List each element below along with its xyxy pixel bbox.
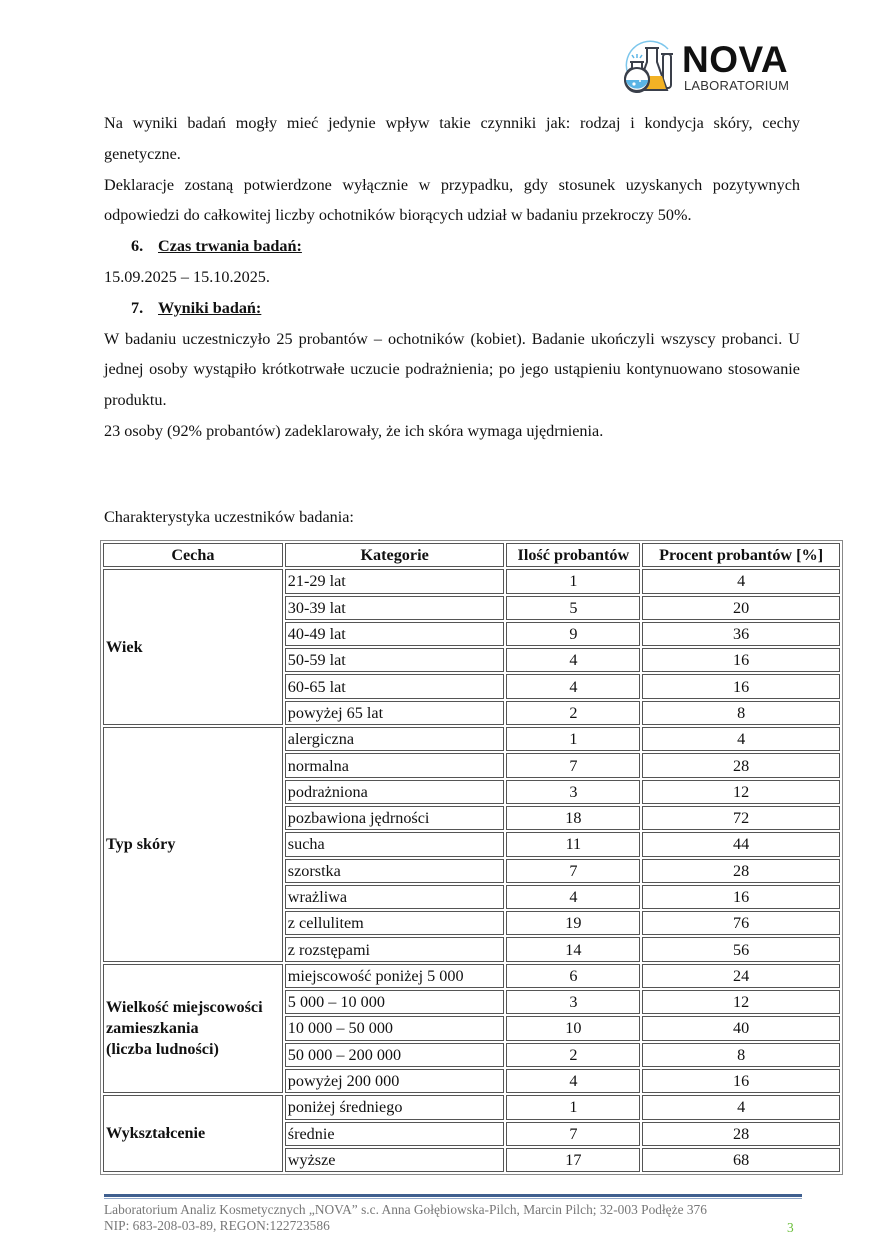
category-cell: 40-49 lat — [285, 622, 505, 646]
category-cell: sucha — [285, 832, 505, 856]
nova-logo — [622, 40, 798, 98]
percent-cell: 8 — [642, 701, 840, 725]
footer — [104, 1202, 802, 1234]
percent-cell: 28 — [642, 859, 840, 883]
table-row — [103, 569, 840, 593]
count-cell: 17 — [506, 1148, 640, 1172]
footer-registration: NIP: 683-208-03-89, REGON:122723586 — [104, 1218, 330, 1233]
count-cell: 6 — [506, 964, 640, 988]
count-cell: 2 — [506, 701, 640, 725]
paragraph-declarations: Deklaracje zostaną potwierdzone wyłącznie w przypadku, gdy stosunek uzyskanych pozytywnych odpowiedzi do całkowitej liczby ochotników biorących udział w badaniu przekroczy 50%. — [104, 175, 800, 225]
category-cell: poniżej średniego — [285, 1095, 505, 1119]
laboratory-flasks-icon — [622, 40, 680, 98]
count-cell: 1 — [506, 1095, 640, 1119]
feature-cell: Typ skóry — [103, 727, 283, 962]
percent-cell: 44 — [642, 832, 840, 856]
percent-cell: 40 — [642, 1016, 840, 1040]
column-header: Ilość probantów — [506, 543, 640, 567]
category-cell: 21-29 lat — [285, 569, 505, 593]
count-cell: 2 — [506, 1043, 640, 1067]
percent-cell: 16 — [642, 648, 840, 672]
category-cell: wrażliwa — [285, 885, 505, 909]
count-cell: 9 — [506, 622, 640, 646]
percent-cell: 4 — [642, 727, 840, 751]
count-cell: 3 — [506, 780, 640, 804]
percent-cell: 72 — [642, 806, 840, 830]
count-cell: 10 — [506, 1016, 640, 1040]
percent-cell: 4 — [642, 1095, 840, 1119]
feature-cell: Wielkość miejscowości zamieszkania (liczba ludności) — [103, 964, 283, 1093]
category-cell: 10 000 – 50 000 — [285, 1016, 505, 1040]
category-cell: z cellulitem — [285, 911, 505, 935]
paragraph-participants: W badaniu uczestniczyło 25 probantów – ochotników (kobiet). Badanie ukończyli wszyscy probanci. U jednej osoby wystąpiło krótkotrwałe uczucie podrażnienia; po jego ustąpieniu kontynuowano stosowanie produktu. — [104, 329, 800, 410]
percent-cell: 16 — [642, 885, 840, 909]
count-cell: 19 — [506, 911, 640, 935]
table-body — [103, 569, 840, 1172]
column-header: Kategorie — [285, 543, 505, 567]
count-cell: 14 — [506, 937, 640, 961]
feature-cell: Wykształcenie — [103, 1095, 283, 1172]
count-cell: 7 — [506, 1122, 640, 1146]
count-cell: 3 — [506, 990, 640, 1014]
count-cell: 18 — [506, 806, 640, 830]
count-cell: 5 — [506, 596, 640, 620]
table-row — [103, 1095, 840, 1119]
feature-cell: Wiek — [103, 569, 283, 725]
table-row — [103, 727, 840, 751]
footer-divider-thin — [104, 1198, 802, 1199]
category-cell: 50-59 lat — [285, 648, 505, 672]
count-cell: 4 — [506, 1069, 640, 1093]
percent-cell: 16 — [642, 1069, 840, 1093]
category-cell: 50 000 – 200 000 — [285, 1043, 505, 1067]
percent-cell: 20 — [642, 596, 840, 620]
participant-characteristics-table — [100, 540, 843, 1175]
count-cell: 7 — [506, 859, 640, 883]
percent-cell: 56 — [642, 937, 840, 961]
logo-subtitle: LABORATORIUM — [684, 78, 790, 93]
count-cell: 1 — [506, 727, 640, 751]
percent-cell: 68 — [642, 1148, 840, 1172]
column-header: Cecha — [103, 543, 283, 567]
percent-cell: 24 — [642, 964, 840, 988]
page-number: 3 — [787, 1220, 794, 1235]
section-title: Czas trwania badań: — [158, 237, 302, 256]
table-caption: Charakterystyka uczestników badania: — [104, 508, 354, 526]
category-cell: 60-65 lat — [285, 674, 505, 698]
percent-cell: 12 — [642, 780, 840, 804]
category-cell: powyżej 65 lat — [285, 701, 505, 725]
logo-name: NOVA — [682, 39, 789, 80]
category-cell: 30-39 lat — [285, 596, 505, 620]
table-row — [103, 964, 840, 988]
percent-cell: 12 — [642, 990, 840, 1014]
count-cell: 4 — [506, 674, 640, 698]
paragraph-declaration-result: 23 osoby (92% probantów) zadeklarowały, że ich skóra wymaga ujędrnienia. — [104, 421, 604, 440]
count-cell: 1 — [506, 569, 640, 593]
category-cell: szorstka — [285, 859, 505, 883]
footer-divider — [104, 1194, 802, 1197]
percent-cell: 4 — [642, 569, 840, 593]
category-cell: 5 000 – 10 000 — [285, 990, 505, 1014]
category-cell: wyższe — [285, 1148, 505, 1172]
section-heading-results — [104, 293, 800, 324]
document-body — [104, 108, 800, 447]
percent-cell: 8 — [642, 1043, 840, 1067]
category-cell: podrażniona — [285, 780, 505, 804]
category-cell: powyżej 200 000 — [285, 1069, 505, 1093]
percent-cell: 36 — [642, 622, 840, 646]
section-number: 7. — [131, 298, 144, 317]
column-header: Procent probantów [%] — [642, 543, 840, 567]
percent-cell: 16 — [642, 674, 840, 698]
category-cell: pozbawiona jędrności — [285, 806, 505, 830]
percent-cell: 76 — [642, 911, 840, 935]
percent-cell: 28 — [642, 753, 840, 777]
count-cell: 11 — [506, 832, 640, 856]
section-title: Wyniki badań: — [158, 298, 262, 317]
paragraph-influencing-factors: Na wyniki badań mogły mieć jedynie wpływ takie czynniki jak: rodzaj i kondycja skóry, cechy genetyczne. — [104, 114, 800, 163]
category-cell: średnie — [285, 1122, 505, 1146]
category-cell: normalna — [285, 753, 505, 777]
section-number: 6. — [131, 237, 144, 256]
footer-company: Laboratorium Analiz Kosmetycznych „NOVA” s.c. Anna Gołębiowska-Pilch, Marcin Pilch; 32-003 Podłęże 376 — [104, 1202, 707, 1217]
study-dates: 15.09.2025 – 15.10.2025. — [104, 267, 270, 286]
category-cell: miejscowość poniżej 5 000 — [285, 964, 505, 988]
category-cell: alergiczna — [285, 727, 505, 751]
count-cell: 4 — [506, 648, 640, 672]
count-cell: 7 — [506, 753, 640, 777]
category-cell: z rozstępami — [285, 937, 505, 961]
count-cell: 4 — [506, 885, 640, 909]
table-header-row — [103, 543, 840, 567]
section-heading-duration — [104, 231, 800, 262]
percent-cell: 28 — [642, 1122, 840, 1146]
